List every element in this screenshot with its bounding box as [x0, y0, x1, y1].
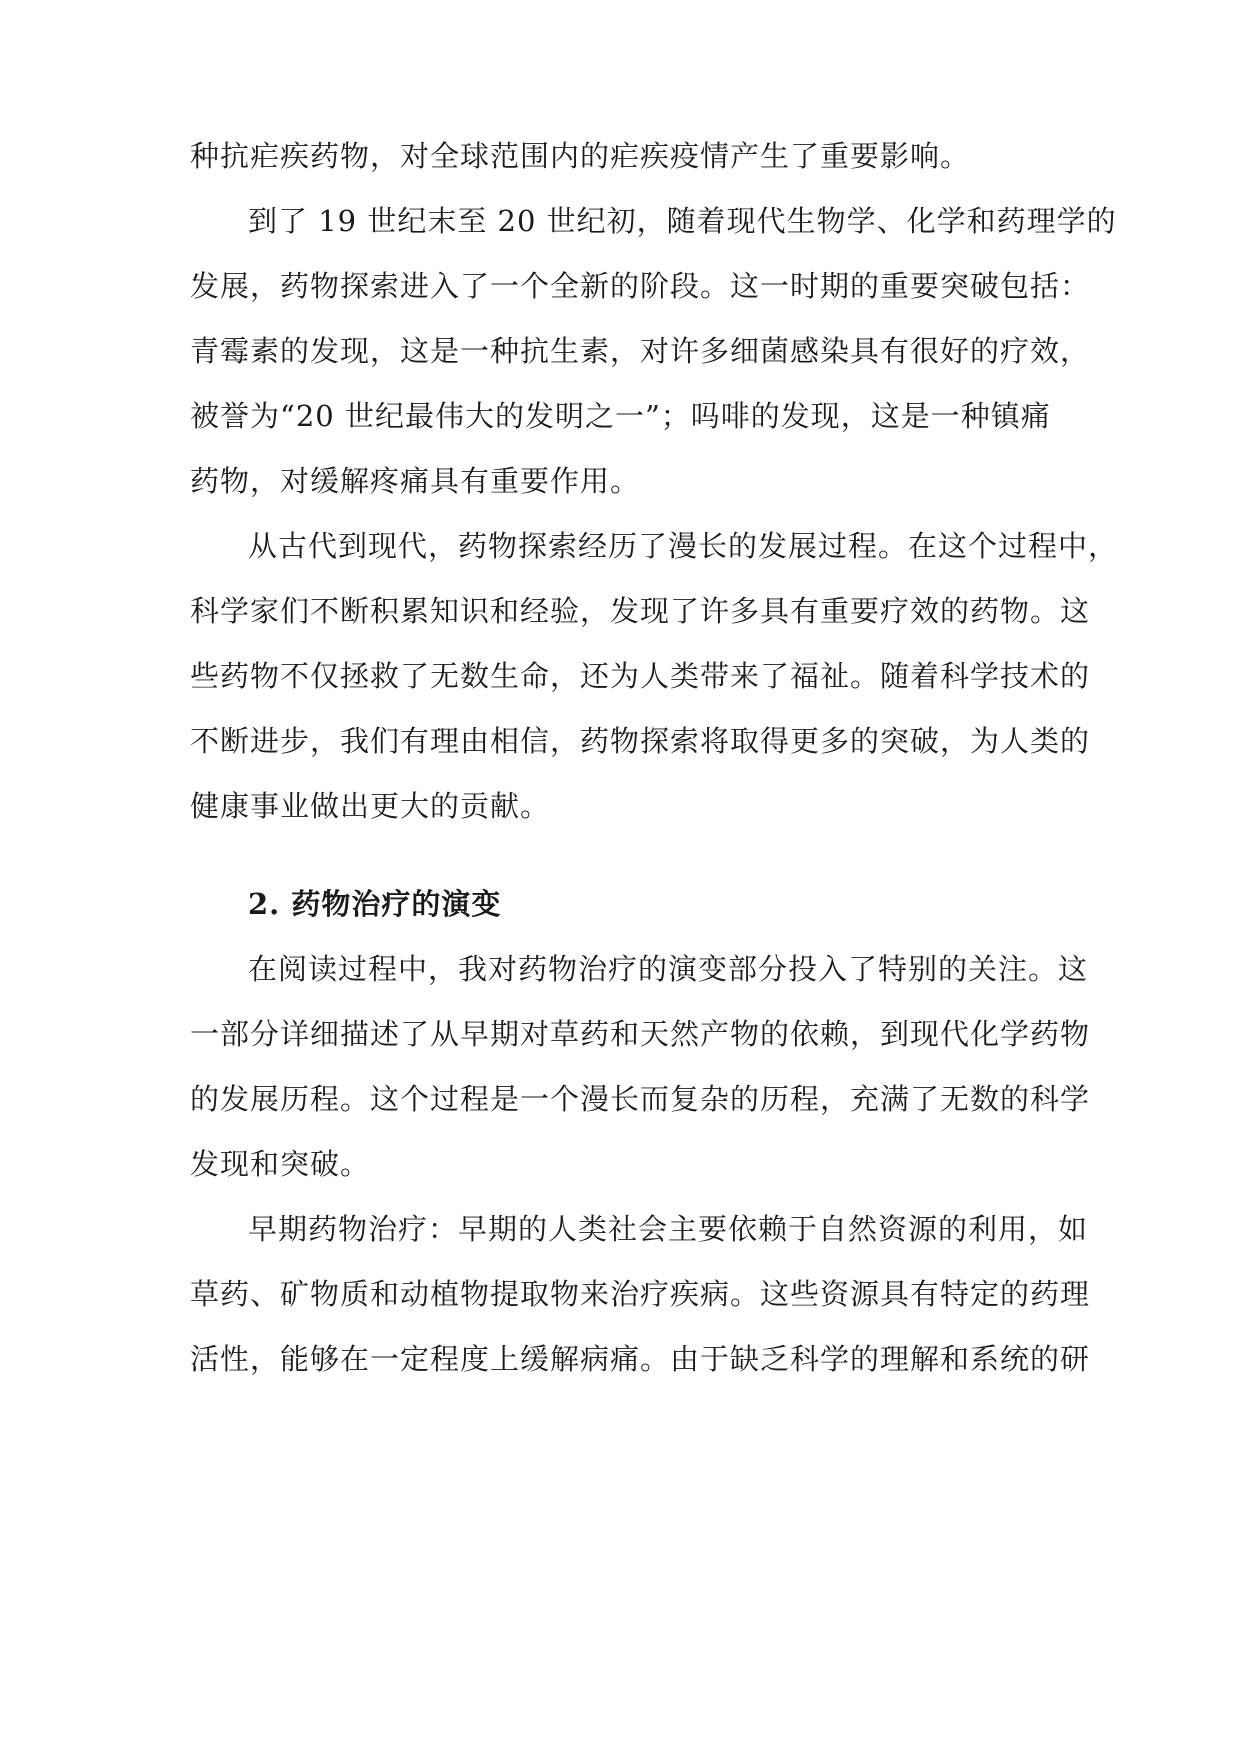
paragraph-line: 不断进步，我们有理由相信，药物探索将取得更多的突破，为人类的: [190, 724, 1091, 758]
paragraph-line: 科学家们不断积累知识和经验，发现了许多具有重要疗效的药物。这: [190, 594, 1091, 628]
paragraph-line: 到了 19 世纪末至 20 世纪初，随着现代生物学、化学和药理学的: [248, 204, 1117, 238]
paragraph-line: 药物，对缓解疼痛具有重要作用。: [190, 464, 641, 498]
paragraph-line: 发展，药物探索进入了一个全新的阶段。这一时期的重要突破包括：: [190, 269, 1091, 303]
paragraph-line: 一部分详细描述了从早期对草药和天然产物的依赖，到现代化学药物: [190, 1017, 1091, 1051]
section-heading: 2. 药物治疗的演变: [248, 887, 502, 921]
paragraph-line: 的发展历程。这个过程是一个漫长而复杂的历程，充满了无数的科学: [190, 1082, 1091, 1116]
paragraph-line: 发现和突破。: [190, 1147, 371, 1181]
paragraph-line: 些药物不仅拯救了无数生命，还为人类带来了福祉。随着科学技术的: [190, 659, 1091, 693]
paragraph-line: 在阅读过程中，我对药物治疗的演变部分投入了特别的关注。这: [248, 952, 1089, 986]
paragraph-line: 早期药物治疗：早期的人类社会主要依赖于自然资源的利用，如: [248, 1212, 1089, 1246]
paragraph-line: 健康事业做出更大的贡献。: [190, 789, 551, 823]
paragraph-line: 草药、矿物质和动植物提取物来治疗疾病。这些资源具有特定的药理: [190, 1277, 1091, 1311]
paragraph-line: 被誉为“20 世纪最伟大的发明之一”；吗啡的发现，这是一种镇痛: [190, 399, 1051, 433]
paragraph-line: 种抗疟疾药物，对全球范围内的疟疾疫情产生了重要影响。: [190, 139, 971, 173]
paragraph-line: 青霉素的发现，这是一种抗生素，对许多细菌感染具有很好的疗效，: [190, 334, 1091, 368]
paragraph-line: 从古代到现代，药物探索经历了漫长的发展过程。在这个过程中，: [248, 529, 1119, 563]
paragraph-line: 活性，能够在一定程度上缓解病痛。由于缺乏科学的理解和系统的研: [190, 1342, 1091, 1376]
